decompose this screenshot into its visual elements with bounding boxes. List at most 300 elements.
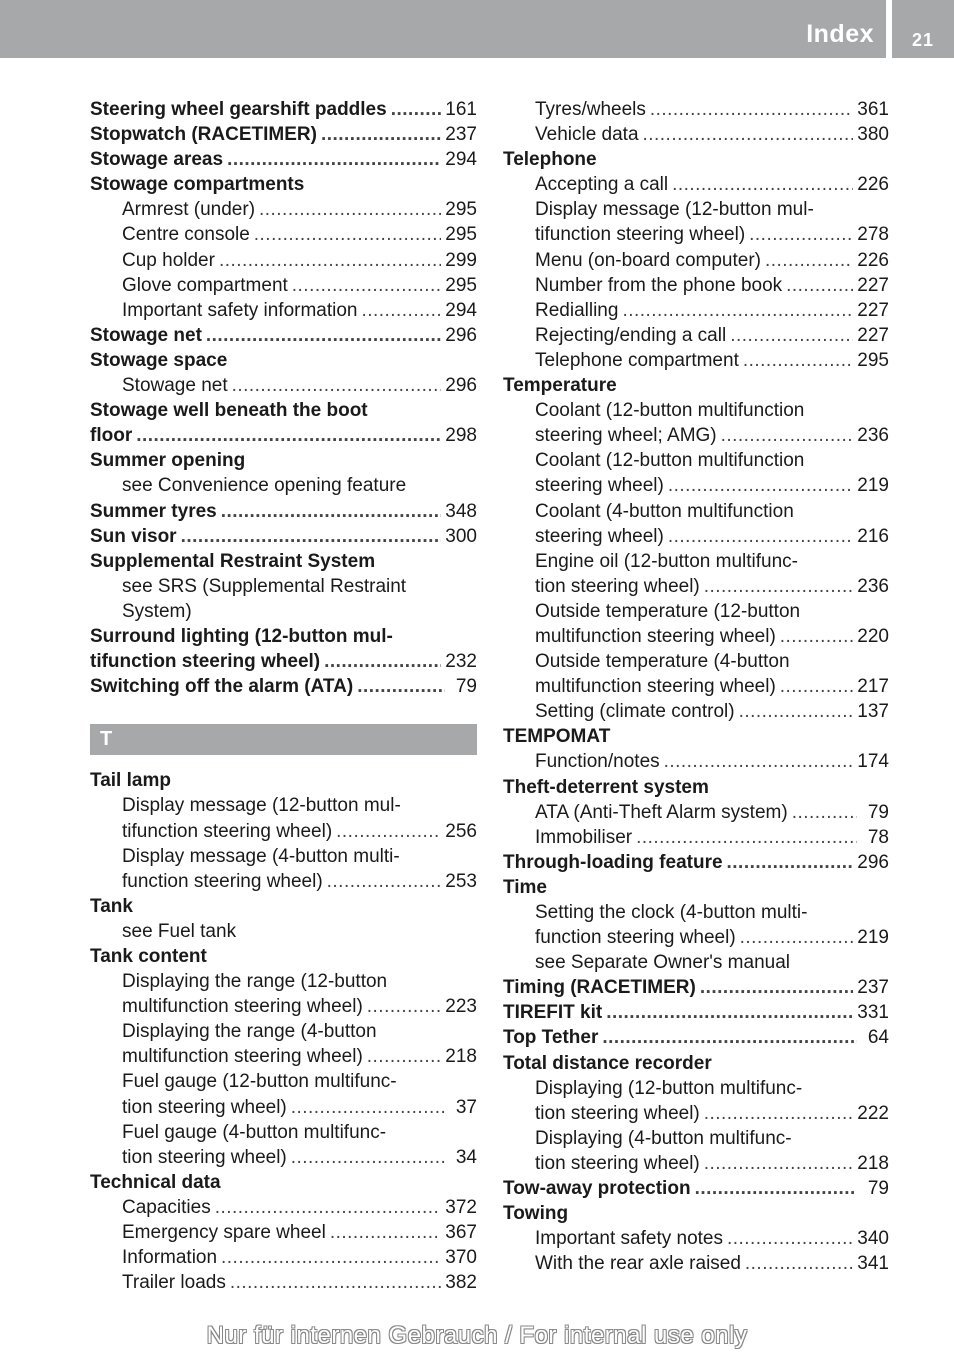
leader-dots xyxy=(704,574,854,599)
index-subentry xyxy=(90,1145,477,1170)
index-subentry xyxy=(503,950,889,975)
page-number-box xyxy=(892,0,954,58)
index-subentry xyxy=(503,97,889,122)
entry-text: Top Tether xyxy=(503,1027,599,1049)
page-reference: 294 xyxy=(445,299,477,321)
index-entry xyxy=(503,724,889,749)
entry-text: TIREFIT kit xyxy=(503,1002,603,1024)
page-reference: 278 xyxy=(857,224,889,246)
entry-text: Technical data xyxy=(90,1171,221,1193)
section-letter-header: T xyxy=(90,724,477,755)
index-entry xyxy=(90,674,477,699)
index-entry xyxy=(503,1051,889,1076)
leader-dots xyxy=(606,1000,853,1025)
entry-text: Fuel gauge (12-button multifunc- xyxy=(122,1071,397,1093)
leader-dots xyxy=(664,749,854,774)
leader-dots xyxy=(749,222,853,247)
index-entry xyxy=(90,448,477,473)
leader-dots xyxy=(324,649,441,674)
page-reference: 331 xyxy=(857,1002,889,1024)
entry-text: Outside temperature (12-button xyxy=(535,600,801,622)
leader-dots xyxy=(700,975,853,1000)
entry-text: Setting (climate control) xyxy=(535,701,735,723)
index-entry xyxy=(503,850,889,875)
entry-text: Display message (12-button mul- xyxy=(122,795,401,817)
entry-text: Time xyxy=(503,876,548,898)
entry-text: tion steering wheel) xyxy=(535,1102,700,1124)
leader-dots xyxy=(765,248,853,273)
entry-text: Coolant (4-button multifunction xyxy=(535,500,794,522)
leader-dots xyxy=(672,172,853,197)
index-entry xyxy=(503,875,889,900)
index-subentry xyxy=(503,348,889,373)
page-reference: 218 xyxy=(857,1152,889,1174)
entry-text: multifunction steering wheel) xyxy=(122,1046,363,1068)
page-reference: 78 xyxy=(867,826,889,848)
entry-text: Sun visor xyxy=(90,525,177,547)
entry-text: Displaying (12-button multifunc- xyxy=(535,1077,803,1099)
page-reference: 372 xyxy=(445,1196,477,1218)
entry-text: Outside temperature (4-button xyxy=(535,651,790,673)
index-subentry xyxy=(90,473,477,498)
page-reference: 298 xyxy=(445,425,477,447)
index-subentry xyxy=(503,524,889,549)
index-subentry xyxy=(90,1245,477,1270)
leader-dots xyxy=(602,1025,857,1050)
index-subentry xyxy=(503,900,889,925)
index-subentry xyxy=(503,298,889,323)
index-column-right xyxy=(503,97,889,1276)
page-reference: 295 xyxy=(445,274,477,296)
entry-text: steering wheel) xyxy=(535,475,664,497)
page-reference: 237 xyxy=(445,124,477,146)
page-reference: 236 xyxy=(857,575,889,597)
index-subentry xyxy=(503,1226,889,1251)
entry-text: Surround lighting (12-button mul- xyxy=(90,625,393,647)
index-subentry xyxy=(90,222,477,247)
entry-text: tion steering wheel) xyxy=(535,575,700,597)
index-subentry xyxy=(90,869,477,894)
page-reference: 34 xyxy=(455,1146,477,1168)
leader-dots xyxy=(668,524,853,549)
entry-text: Steering wheel gearshift paddles xyxy=(90,99,387,120)
index-entry xyxy=(503,1025,889,1050)
page-reference: 295 xyxy=(445,224,477,246)
entry-text: Tyres/wheels xyxy=(535,99,646,120)
page-reference: 237 xyxy=(857,977,889,999)
index-entry xyxy=(503,373,889,398)
entry-text: multifunction steering wheel) xyxy=(535,676,776,698)
page-reference: 256 xyxy=(445,820,477,842)
entry-text: System) xyxy=(122,600,192,622)
index-entry xyxy=(90,1170,477,1195)
index-subentry xyxy=(90,844,477,869)
page-reference: 216 xyxy=(857,525,889,547)
index-subentry xyxy=(90,298,477,323)
entry-text: Displaying the range (4-button xyxy=(122,1021,377,1043)
page-reference: 137 xyxy=(857,701,889,723)
index-subentry xyxy=(503,825,889,850)
page-number: 21 xyxy=(911,30,935,50)
index-subentry xyxy=(503,473,889,498)
index-entry xyxy=(90,768,477,793)
leader-dots xyxy=(259,197,441,222)
entry-text: Temperature xyxy=(503,375,617,397)
leader-dots xyxy=(721,423,854,448)
leader-dots xyxy=(232,373,442,398)
entry-text: Coolant (12-button multifunction xyxy=(535,450,805,472)
index-subentry xyxy=(90,994,477,1019)
index-subentry xyxy=(503,1101,889,1126)
page-reference: 370 xyxy=(445,1247,477,1269)
page-reference: 222 xyxy=(857,1102,889,1124)
index-subentry xyxy=(503,1076,889,1101)
index-subentry xyxy=(90,819,477,844)
index-subentry xyxy=(503,197,889,222)
page-reference: 219 xyxy=(857,475,889,497)
index-subentry xyxy=(503,574,889,599)
page-reference: 79 xyxy=(867,801,889,823)
entry-text: Switching off the alarm (ATA) xyxy=(90,676,354,698)
page-reference: 227 xyxy=(857,299,889,321)
index-entry xyxy=(503,1201,889,1226)
page-reference: 380 xyxy=(857,124,889,146)
leader-dots xyxy=(668,473,853,498)
index-subentry xyxy=(90,1120,477,1145)
entry-text: Stowage areas xyxy=(90,149,224,171)
page-reference: 79 xyxy=(867,1178,889,1200)
leader-dots xyxy=(740,925,854,950)
entry-text: Displaying (4-button multifunc- xyxy=(535,1127,792,1149)
index-entry xyxy=(90,649,477,674)
section-spacer xyxy=(90,699,477,724)
entry-text: floor xyxy=(90,425,133,447)
index-subentry xyxy=(90,1044,477,1069)
index-subentry xyxy=(503,122,889,147)
entry-text: Accepting a call xyxy=(535,174,669,196)
page-reference: 299 xyxy=(445,249,477,271)
index-entry xyxy=(90,423,477,448)
index-subentry xyxy=(503,749,889,774)
index-subentry xyxy=(503,172,889,197)
page-reference: 295 xyxy=(857,349,889,371)
page-reference: 300 xyxy=(445,525,477,547)
index-subentry xyxy=(503,398,889,423)
index-entry xyxy=(503,1000,889,1025)
leader-dots xyxy=(321,122,441,147)
index-subentry xyxy=(503,549,889,574)
entry-text: tion steering wheel) xyxy=(535,1152,700,1174)
entry-text: function steering wheel) xyxy=(122,870,323,892)
entry-text: Armrest (under) xyxy=(122,199,256,221)
entry-text: Stowage space xyxy=(90,349,228,371)
index-subentry xyxy=(90,248,477,273)
index-subentry xyxy=(503,248,889,273)
leader-dots xyxy=(367,994,442,1019)
entry-text: Function/notes xyxy=(535,751,660,773)
entry-text: Summer tyres xyxy=(90,500,217,522)
entry-text: see Fuel tank xyxy=(122,920,237,942)
leader-dots xyxy=(221,1245,441,1270)
page-reference: 382 xyxy=(445,1272,477,1294)
entry-text: Rejecting/ending a call xyxy=(535,324,727,346)
page-reference: 226 xyxy=(857,174,889,196)
internal-use-watermark: Nur für internen Gebrauch / For internal use only xyxy=(206,1322,748,1349)
leader-dots xyxy=(780,674,854,699)
page-reference: 219 xyxy=(857,927,889,949)
leader-dots xyxy=(695,1176,857,1201)
page-reference: 79 xyxy=(455,676,477,698)
index-subentry xyxy=(90,1270,477,1295)
index-subentry xyxy=(90,969,477,994)
index-entry xyxy=(90,172,477,197)
index-subentry xyxy=(503,222,889,247)
leader-dots xyxy=(254,222,442,247)
entry-text: steering wheel; AMG) xyxy=(535,425,717,447)
index-subentry xyxy=(503,599,889,624)
page-reference: 296 xyxy=(857,851,889,873)
leader-dots xyxy=(391,97,442,122)
page-reference: 161 xyxy=(445,99,477,120)
entry-text: Trailer loads xyxy=(122,1272,226,1294)
entry-text: Vehicle data xyxy=(535,124,639,146)
page-reference: 367 xyxy=(445,1222,477,1244)
entry-text: Glove compartment xyxy=(122,274,288,296)
entry-text: Immobiliser xyxy=(535,826,633,848)
entry-text: tion steering wheel) xyxy=(122,1146,287,1168)
index-entry xyxy=(90,894,477,919)
index-entry xyxy=(90,147,477,172)
leader-dots xyxy=(743,348,853,373)
entry-text: Emergency spare wheel xyxy=(122,1222,326,1244)
entry-text: Display message (4-button multi- xyxy=(122,845,400,867)
index-subentry xyxy=(503,273,889,298)
entry-text: Centre console xyxy=(122,224,250,246)
page-reference: 361 xyxy=(857,99,889,120)
leader-dots xyxy=(136,423,441,448)
entry-text: Important safety information xyxy=(122,299,358,321)
entry-text: Setting the clock (4-button multi- xyxy=(535,902,808,923)
page-reference: 37 xyxy=(455,1096,477,1118)
index-entry xyxy=(90,348,477,373)
entry-text: function steering wheel) xyxy=(535,927,736,949)
leader-dots xyxy=(643,122,854,147)
page-reference: 296 xyxy=(445,375,477,397)
index-entry xyxy=(503,775,889,800)
entry-text: Menu (on-board computer) xyxy=(535,249,761,271)
leader-dots xyxy=(730,323,853,348)
entry-text: Information xyxy=(122,1247,218,1269)
entry-text: multifunction steering wheel) xyxy=(535,625,776,647)
entry-text: Summer opening xyxy=(90,450,246,472)
index-entry xyxy=(90,549,477,574)
entry-text: tifunction steering wheel) xyxy=(122,820,333,842)
index-subentry xyxy=(90,1019,477,1044)
entry-text: Display message (12-button mul- xyxy=(535,199,814,221)
entry-text: Supplemental Restraint System xyxy=(90,550,376,572)
index-entry xyxy=(503,975,889,1000)
index-entry xyxy=(90,524,477,549)
index-subentry xyxy=(503,323,889,348)
entry-text: Stowage compartments xyxy=(90,174,305,196)
entry-text: Tank xyxy=(90,895,133,917)
page-reference: 340 xyxy=(857,1228,889,1250)
entry-text: tion steering wheel) xyxy=(122,1096,287,1118)
entry-text: multifunction steering wheel) xyxy=(122,996,363,1018)
page-reference: 295 xyxy=(445,199,477,221)
page-reference: 218 xyxy=(445,1046,477,1068)
entry-text: Stowage net xyxy=(122,375,228,397)
index-subentry xyxy=(503,674,889,699)
index-subentry xyxy=(90,197,477,222)
leader-dots xyxy=(292,273,442,298)
leader-dots xyxy=(181,524,442,549)
leader-dots xyxy=(230,1270,441,1295)
index-subentry xyxy=(90,574,477,599)
entry-text: Coolant (12-button multifunction xyxy=(535,400,805,422)
entry-text: tifunction steering wheel) xyxy=(90,651,321,673)
page-reference: 220 xyxy=(857,625,889,647)
leader-dots xyxy=(704,1151,854,1176)
index-entry xyxy=(90,97,477,122)
index-subentry xyxy=(90,373,477,398)
entry-text: ATA (Anti-Theft Alarm system) xyxy=(535,801,788,823)
page-reference: 296 xyxy=(445,324,477,346)
entry-text: Through-loading feature xyxy=(503,851,723,873)
entry-text: Total distance recorder xyxy=(503,1052,712,1074)
index-entry xyxy=(90,323,477,348)
entry-text: Fuel gauge (4-button multifunc- xyxy=(122,1121,387,1143)
index-subentry xyxy=(503,925,889,950)
leader-dots xyxy=(636,825,857,850)
entry-text: Telephone compartment xyxy=(535,349,739,371)
page-reference: 226 xyxy=(857,249,889,271)
leader-dots xyxy=(227,147,441,172)
page-reference: 294 xyxy=(445,149,477,171)
entry-text: Tank content xyxy=(90,946,207,967)
index-subentry xyxy=(90,793,477,818)
index-subentry xyxy=(90,1220,477,1245)
leader-dots xyxy=(336,819,441,844)
leader-dots xyxy=(367,1044,442,1069)
entry-text: Redialling xyxy=(535,299,619,321)
entry-text: Timing (RACETIMER) xyxy=(503,977,696,999)
entry-text: Telephone xyxy=(503,149,597,171)
page-reference: 232 xyxy=(445,651,477,673)
leader-dots xyxy=(745,1251,853,1276)
entry-text: Theft-deterrent system xyxy=(503,776,709,798)
entry-text: Stowage well beneath the boot xyxy=(90,400,368,422)
entry-text: Number from the phone book xyxy=(535,274,783,296)
index-entry xyxy=(90,398,477,423)
index-entry xyxy=(90,499,477,524)
page-reference: 227 xyxy=(857,274,889,296)
header-bar xyxy=(0,0,886,58)
leader-dots xyxy=(357,674,445,699)
index-subentry xyxy=(90,599,477,624)
index-subentry xyxy=(503,448,889,473)
index-subentry xyxy=(503,423,889,448)
index-subentry xyxy=(503,1251,889,1276)
page-title: Index xyxy=(806,20,874,48)
page-reference: 341 xyxy=(857,1253,889,1275)
entry-text: see SRS (Supplemental Restraint xyxy=(122,575,407,597)
leader-dots xyxy=(206,323,441,348)
entry-text: steering wheel) xyxy=(535,525,664,547)
leader-dots xyxy=(221,499,442,524)
leader-dots xyxy=(362,298,442,323)
entry-text: TEMPOMAT xyxy=(503,726,611,748)
page-reference: 64 xyxy=(867,1027,889,1049)
leader-dots xyxy=(739,699,854,724)
entry-text: With the rear axle raised xyxy=(535,1253,741,1275)
page-reference: 348 xyxy=(445,500,477,522)
page-reference: 223 xyxy=(445,996,477,1018)
leader-dots xyxy=(291,1145,445,1170)
leader-dots xyxy=(727,850,854,875)
entry-text: see Convenience opening feature xyxy=(122,475,407,497)
index-subentry xyxy=(90,1069,477,1094)
entry-text: see Separate Owner's manual xyxy=(535,952,790,974)
entry-text: Cup holder xyxy=(122,249,215,271)
index-subentry xyxy=(90,273,477,298)
page-reference: 227 xyxy=(857,324,889,346)
index-subentry xyxy=(503,699,889,724)
leader-dots xyxy=(219,248,441,273)
entry-text: Important safety notes xyxy=(535,1228,723,1250)
entry-text: Displaying the range (12-button xyxy=(122,971,388,993)
leader-dots xyxy=(327,869,442,894)
page-reference: 174 xyxy=(857,751,889,773)
entry-text: tifunction steering wheel) xyxy=(535,224,746,246)
index-entry xyxy=(90,122,477,147)
entry-text: Towing xyxy=(503,1203,569,1225)
leader-dots xyxy=(704,1101,854,1126)
leader-dots xyxy=(330,1220,441,1245)
leader-dots xyxy=(291,1095,445,1120)
leader-dots xyxy=(650,97,853,122)
index-entry xyxy=(503,1176,889,1201)
entry-text: Tow-away protection xyxy=(503,1178,691,1200)
index-column-left xyxy=(90,97,477,1295)
leader-dots xyxy=(792,800,857,825)
index-subentry xyxy=(503,1151,889,1176)
index-entry xyxy=(90,944,477,969)
index-subentry xyxy=(90,1095,477,1120)
entry-text: Stowage net xyxy=(90,324,202,346)
leader-dots xyxy=(786,273,853,298)
index-subentry xyxy=(503,800,889,825)
index-subentry xyxy=(90,919,477,944)
index-subentry xyxy=(503,649,889,674)
entry-text: Tail lamp xyxy=(90,770,171,792)
entry-text: Stopwatch (RACETIMER) xyxy=(90,124,317,146)
leader-dots xyxy=(215,1195,442,1220)
page-reference: 236 xyxy=(857,425,889,447)
index-entry xyxy=(90,624,477,649)
page-reference: 217 xyxy=(857,676,889,698)
entry-text: Capacities xyxy=(122,1196,211,1218)
index-subentry xyxy=(503,1126,889,1151)
index-subentry xyxy=(503,499,889,524)
leader-dots xyxy=(780,624,854,649)
leader-dots xyxy=(622,298,853,323)
entry-text: Engine oil (12-button multifunc- xyxy=(535,550,798,572)
leader-dots xyxy=(727,1226,853,1251)
index-subentry xyxy=(503,624,889,649)
index-entry xyxy=(503,147,889,172)
index-subentry xyxy=(90,1195,477,1220)
